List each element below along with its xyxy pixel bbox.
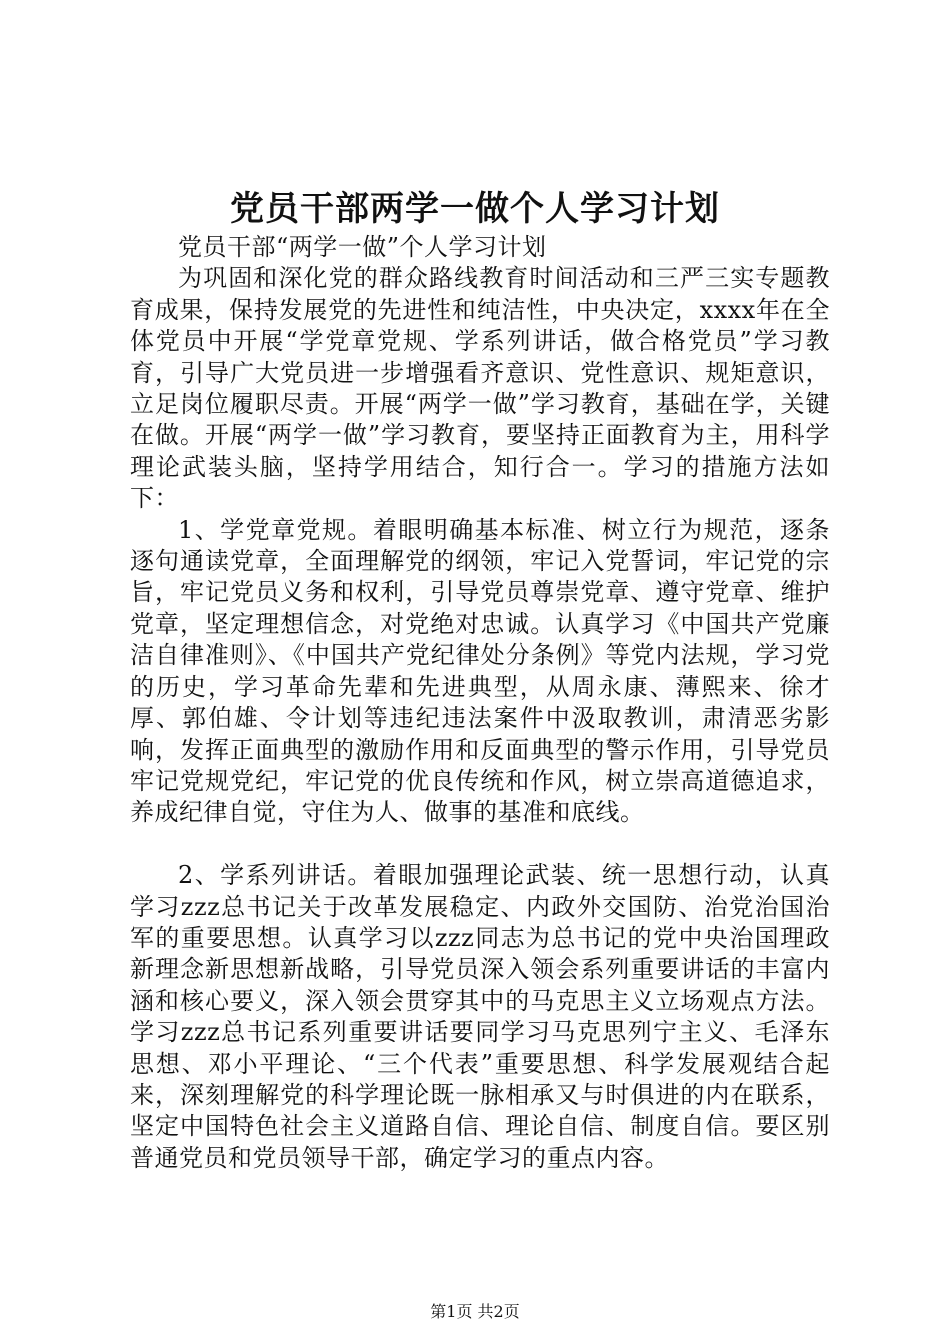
paragraph-study-party-rules: 1、学党章党规。着眼明确基本标准、树立行为规范，逐条逐句通读党章，全面理解党的纲领，牢记入党誓词，牢记党的宗旨，牢记党员义务和权利，引导党员尊崇党章、遵守党章、维护党章，坚定理想信念，对党绝对忠诚。认真学习《中国共产党廉洁自律准则》、《中国共产党纪律处分条例》等党内法规，学习党的历史，学习革命先辈和先进典型，从周永康、薄熙来、徐才厚、郭伯雄、令计划等违纪违法案件中汲取教训，肃清恶劣影响，发挥正面典型的激励作用和反面典型的警示作用，引导党员牢记党规党纪，牢记党的优良传统和作风，树立崇高道德追求，养成纪律自觉，守住为人、做事的基准和底线。 bbox=[130, 515, 830, 827]
paragraph-spacer bbox=[130, 829, 830, 860]
page-number-footer: 第1页 共2页 bbox=[430, 1302, 520, 1321]
document-subtitle: 党员干部“两学一做”个人学习计划 bbox=[178, 233, 547, 261]
paragraph-study-speeches: 2、学系列讲话。着眼加强理论武装、统一思想行动，认真学习zzz总书记关于改革发展稳定、内政外交国防、治党治国治军的重要思想。认真学习以zzz同志为总书记的党中央治国理政新理念新思想新战略，引导党员深入领会系列重要讲话的丰富内涵和核心要义，深入领会贯穿其中的马克思主义立场观点方法。学习zzz总书记系列重要讲话要同学习马克思列宁主义、毛泽东思想、邓小平理论、“三个代表”重要思想、科学发展观结合起来，深刻理解党的科学理论既一脉相承又与时俱进的内在联系，坚定中国特色社会主义道路自信、理论自信、制度自信。要区别普通党员和党员领导干部，确定学习的重点内容。 bbox=[130, 861, 830, 1172]
paragraph-intro: 为巩固和深化党的群众路线教育时间活动和三严三实专题教育成果，保持发展党的先进性和纯洁性，中央决定，xxxx年在全体党员中开展“学党章党规、学系列讲话，做合格党员”学习教育，引导广大党员进一步增强看齐意识、党性意识、规矩意识，立足岗位履职尽责。开展“两学一做”学习教育，基础在学，关键在做。开展“两学一做”学习教育，要坚持正面教育为主，用科学理论武装头脑，坚持学用结合，知行合一。学习的措施方法如下： bbox=[130, 264, 830, 513]
document-body bbox=[130, 232, 830, 1174]
document-title: 党员干部两学一做个人学习计划 bbox=[230, 189, 720, 229]
